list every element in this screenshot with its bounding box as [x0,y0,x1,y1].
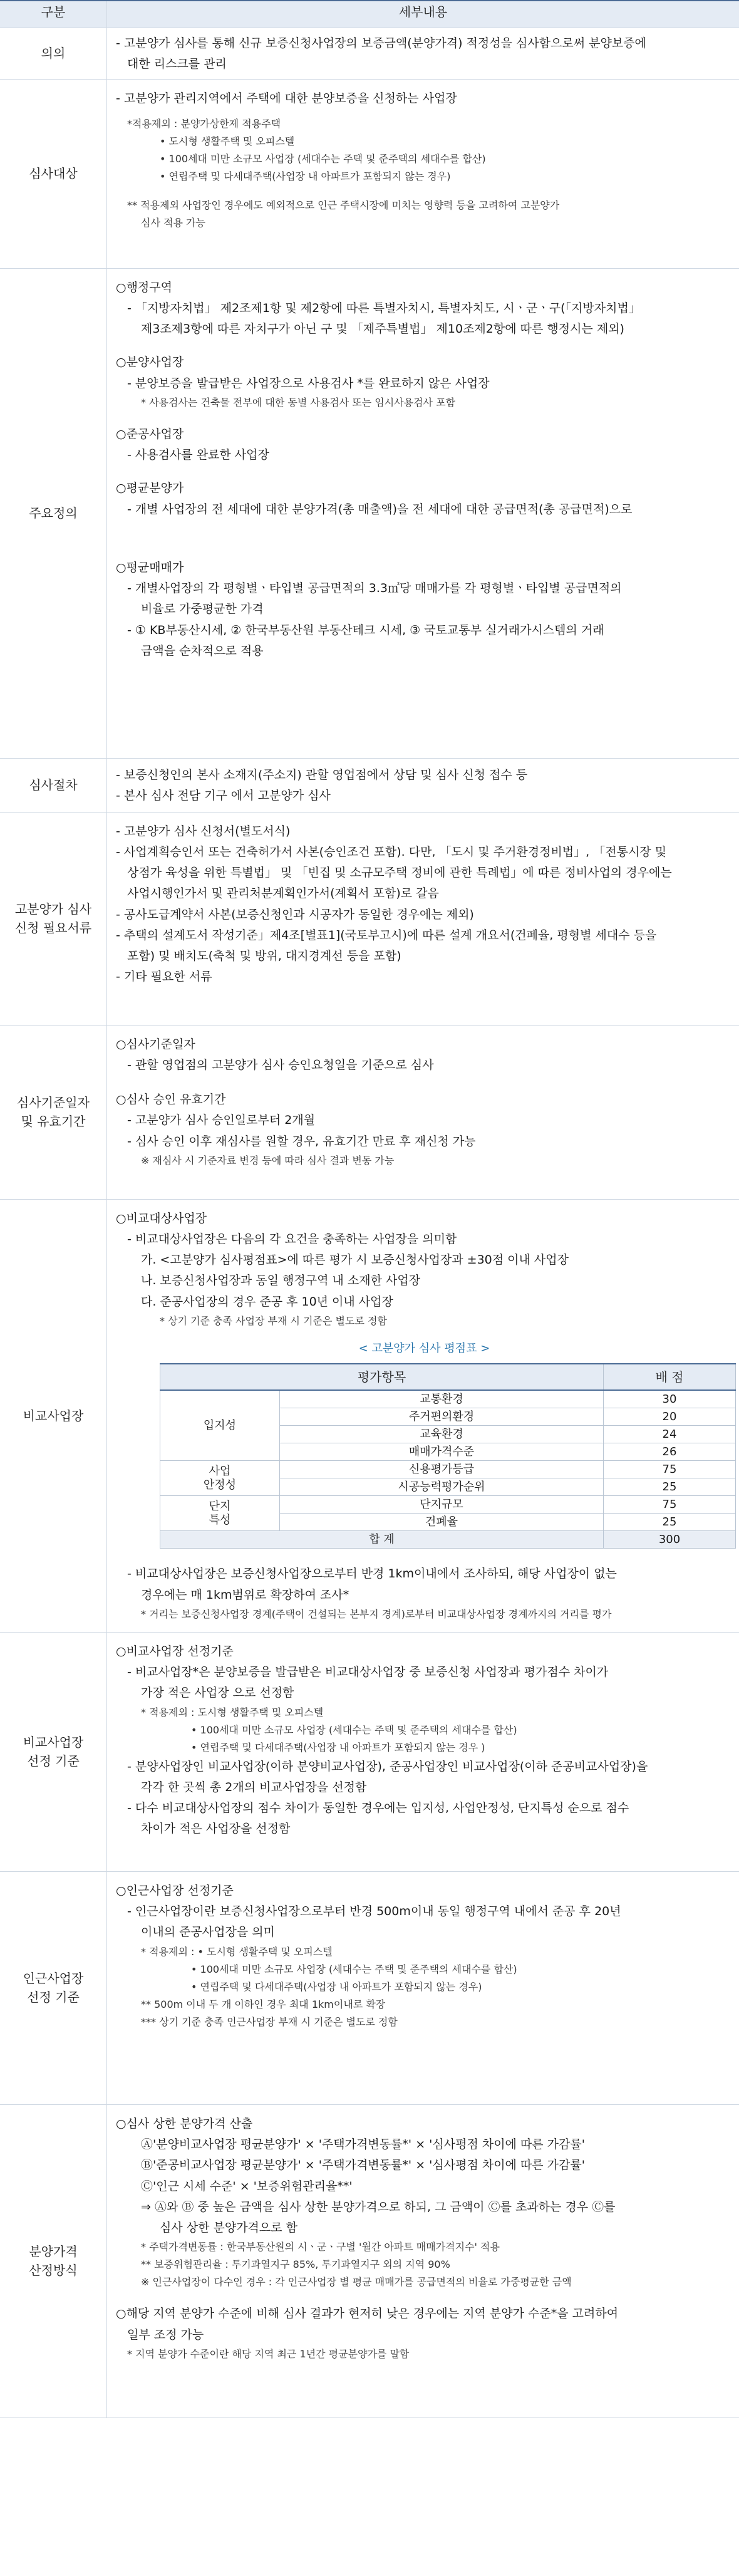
section-heading: ○준공사업장 [116,427,184,441]
row-label: 주요정의 [0,268,107,758]
score-value: 24 [604,1426,736,1443]
text-line: * 거리는 보증신청사업장 경계(주택이 건설되는 본부지 경계)로부터 비교대상사업장 경계까지의 거리를 평가 [141,1607,612,1620]
row-required-documents [0,812,739,1025]
text-line: 다. 준공사업장의 경우 준공 후 10년 이내 사업장 [141,1294,393,1309]
section-heading: ○비교대상사업장 [116,1211,207,1225]
section-heading: ○평균매매가 [116,560,184,574]
row-content [107,2104,739,2418]
row-content [107,1871,739,2104]
text-line: • 100세대 미만 소규모 사업장 (세대수는 주택 및 준주택의 세대수를 합산) [160,152,486,165]
text-line: - 본사 심사 전담 기구 에서 고분양가 심사 [116,788,331,802]
text-line: - ① KB부동산시세, ② 한국부동산원 부동산테크 시세, ③ 국토교통부 실거래가시스템의 거래 [127,623,604,637]
score-header-item: 평가항목 [160,1364,604,1390]
text-line: - 비교사업장*은 분양보증을 발급받은 비교대상사업장 중 보증신청 사업장과 평가점수 차이가 [127,1665,609,1679]
text-line: 대한 리스크를 관리 [127,57,227,71]
text-line: - 고분양가 관리지역에서 주택에 대한 분양보증을 신청하는 사업장 [116,91,457,105]
row-label [0,1871,107,2104]
text-line: 경우에는 매 1km범위로 확장하여 조사* [141,1587,349,1602]
text-line: ** 500m 이내 두 개 이하인 경우 최대 1km이내로 확장 [141,1998,386,2010]
text-line: 차이가 적은 사업장을 선정함 [141,1822,291,1836]
row-content [107,1632,739,1871]
score-row [160,1496,736,1514]
section-heading: ○인근사업장 선정기준 [116,1883,234,1898]
score-item: 시공능력평가순위 [280,1478,604,1496]
text-line: 일부 조정 가능 [127,2327,204,2342]
text-line: • 연립주택 및 다세대주택(사업장 내 아파트가 포함되지 않는 경우) [191,1980,482,1993]
text-line: - 분양사업장인 비교사업장(이하 분양비교사업장), 준공사업장인 비교사업장(이하 준공비교사업장)을 [127,1759,648,1774]
text-line: 심사 상한 분양가격으로 함 [160,2221,298,2235]
score-row [160,1461,736,1478]
score-value: 75 [604,1461,736,1478]
text-line: 나. 보증신청사업장과 동일 행정구역 내 소재한 사업장 [141,1274,421,1288]
text-line: - 사용검사를 완료한 사업장 [127,448,269,462]
text-line: * 사용검사는 건축물 전부에 대한 동별 사용검사 또는 임시사용검사 포함 [141,396,455,408]
score-value: 25 [604,1478,736,1496]
text-line: • 연립주택 및 다세대주택(사업장 내 아파트가 포함되지 않는 경우) [160,170,451,182]
score-value: 25 [604,1514,736,1531]
row-content [107,79,739,268]
text-line: Ⓑ'준공비교사업장 평균분양가' × '주택가격변동률*' × '심사평점 차이에 따른 가감률' [141,2158,585,2173]
text-line: * 적용제외 : • 도시형 생활주택 및 오피스텔 [141,1945,333,1958]
text-line: - 분양보증을 발급받은 사업장으로 사용검사 *를 완료하지 않은 사업장 [127,376,490,390]
text-line: Ⓐ'분양비교사업장 평균분양가' × '주택가격변동률*' × '심사평점 차이에 따른 가감률' [141,2137,585,2151]
row-screening-procedure [0,758,739,812]
text-line: 비율로 가중평균한 가격 [141,602,264,616]
row-label-text: 심사기준일자 및 유효기간 [17,1095,90,1129]
text-line: * 주택가격변동률 : 한국부동산원의 시ㆍ군ㆍ구별 '월간 아파트 매매가격지수' 적용 [141,2241,500,2253]
text-line: * 상기 기준 충족 사업장 부재 시 기준은 별도로 정함 [160,1314,387,1327]
text-line: - 관할 영업점의 고분양가 심사 승인요청일을 기준으로 심사 [127,1057,434,1072]
text-line: - 다수 비교대상사업장의 점수 차이가 동일한 경우에는 입지성, 사업안정성, 단지특성 순으로 점수 [127,1801,629,1815]
row-label [0,1632,107,1871]
score-header-points: 배 점 [604,1364,736,1390]
text-line: • 연립주택 및 다세대주택(사업장 내 아파트가 포함되지 않는 경우 ) [191,1741,485,1753]
text-line: • 100세대 미만 소규모 사업장 (세대수는 주택 및 준주택의 세대수를 합산) [191,1723,517,1736]
row-label: 심사대상 [0,79,107,268]
score-value: 75 [604,1496,736,1514]
score-item: 단지규모 [280,1496,604,1514]
text-line: - 비교대상사업장은 보증신청사업장으로부터 반경 1km이내에서 조사하되, 해당 사업장이 없는 [127,1567,617,1581]
text-line: 상점가 육성을 위한 특별법」 및 「빈집 및 소규모주택 정비에 관한 특례법」에 따른 정비사업의 경우에는 [127,866,672,880]
row-key-definitions [0,268,739,758]
header-details: 세부내용 [107,1,739,28]
section-heading: ○비교사업장 선정기준 [116,1644,234,1658]
text-line: * 지역 분양가 수준이란 해당 지역 최근 1년간 평균분양가를 말함 [127,2347,410,2360]
score-value: 30 [604,1390,736,1408]
score-item: 신용평가등급 [280,1461,604,1478]
text-line: - 「지방자치법」 제2조제1항 및 제2항에 따른 특별자치시, 특별자치도, 시ㆍ군ㆍ구(「지방자치법」 [127,301,641,315]
score-group: 입지성 [160,1390,280,1461]
text-line: 사업시행인가서 및 관리처분계획인가서(계획서 포함)로 갈음 [127,886,439,901]
section-heading: ○심사 승인 유효기간 [116,1093,226,1106]
text-line: 각각 한 곳씩 총 2개의 비교사업장을 선정함 [141,1780,367,1794]
text-line: 가. <고분양가 심사평점표>에 따른 평가 시 보증신청사업장과 ±30점 이내 사업장 [141,1253,569,1267]
row-content [107,1025,739,1199]
row-label [0,1025,107,1199]
text-line: * 적용제외 : 도시형 생활주택 및 오피스텔 [141,1706,324,1718]
text-line: - 추택의 설계도서 작성기준」제4조[별표1](국토부고시)에 따른 설계 개요서(건폐율, 평형별 세대수 등을 [116,928,657,942]
text-line: - 인근사업장이란 보증신청사업장으로부터 반경 500m이내 동일 행정구역 내에서 준공 후 20년 [127,1904,621,1918]
text-line: - 공사도급계약서 사본(보증신청인과 시공자가 동일한 경우에는 제외) [116,907,474,922]
score-table [160,1363,736,1549]
text-line: ※ 재심사 시 기준자료 변경 등에 따라 심사 결과 변동 가능 [141,1154,395,1166]
text-line: *** 상기 기준 충족 인근사업장 부재 시 기준은 별도로 정함 [141,2015,398,2028]
section-heading: ○심사 상한 분양가격 산출 [116,2116,253,2131]
section-heading: ○해당 지역 분양가 수준에 비해 심사 결과가 현저히 낮은 경우에는 지역 분양가 수준*을 고려하여 [116,2307,619,2321]
text-line: 가장 적은 사업장 으로 선정함 [141,1686,294,1700]
row-content [107,1199,739,1632]
row-label [0,2104,107,2418]
row-label: 심사절차 [0,758,107,812]
score-table-header [160,1364,736,1390]
text-line: - 개별사업장의 각 평형별ㆍ타입별 공급면적의 3.3㎡당 매매가를 각 평형별ㆍ타입별 공급면적의 [127,581,622,595]
table-header-row [0,1,739,28]
text-line: - 기타 필요한 서류 [116,970,212,984]
text-line: ** 보증위험관리율 : 투기과열지구 85%, 투기과열지구 외의 지역 90% [141,2258,450,2271]
row-nearby-selection [0,1871,739,2104]
score-item: 주거편의환경 [280,1408,604,1426]
score-total-label: 합 계 [160,1531,604,1549]
score-group: 단지 특성 [160,1496,280,1531]
section-heading: ○평균분양가 [116,481,184,496]
row-screening-target [0,79,739,268]
row-label: 비교사업장 [0,1199,107,1632]
text-line: *적용제외 : 분양가상한제 적용주택 [127,117,281,130]
text-line: - 고분양가 심사를 통해 신규 보증신청사업장의 보증금액(분양가격) 적정성을 심사함으로써 분양보증에 [116,36,646,50]
row-significance [0,28,739,80]
text-line: - 개별 사업장의 전 세대에 대한 분양가격(총 매출액)을 전 세대에 대한 공급면적(총 공급면적)으로 [127,502,633,516]
score-item: 교통환경 [280,1390,604,1408]
section-heading: ○심사기준일자 [116,1037,195,1051]
row-label-text: 비교사업장 선정 기준 [23,1735,84,1769]
row-content [107,812,739,1025]
score-item: 매매가격수준 [280,1443,604,1461]
score-value: 26 [604,1443,736,1461]
row-label-text: 고분양가 심사 신청 필요서류 [14,901,92,935]
score-group: 사업 안정성 [160,1461,280,1496]
row-price-calculation [0,2104,739,2418]
score-total-value: 300 [604,1531,736,1549]
text-line: ⇒ Ⓐ와 Ⓑ 중 높은 금액을 심사 상한 분양가격으로 하되, 그 금액이 Ⓒ를 초과하는 경우 Ⓒ를 [141,2199,616,2214]
text-line: - 비교대상사업장은 다음의 각 요건을 충족하는 사업장을 의미함 [127,1232,457,1246]
text-line: 금액을 순차적으로 적용 [141,643,264,658]
text-line: ** 적용제외 사업장인 경우에도 예외적으로 인근 주택시장에 미치는 영향력 등을 고려하여 고분양가 [127,199,560,211]
text-line: 심사 적용 가능 [141,216,205,229]
header-category: 구분 [0,1,107,28]
row-content [107,268,739,758]
text-line: - 사업계획승인서 또는 건축허가서 사본(승인조건 포함). 다만, 「도시 및 주거환경정비법」, 「전통시장 및 [116,844,667,859]
text-line: 이내의 준공사업장을 의미 [141,1925,275,1940]
text-line: ※ 인근사업장이 다수인 경우 : 각 인근사업장 별 평균 매매가를 공급면적의 비율로 가중평균한 금액 [141,2276,572,2288]
section-heading: ○행정구역 [116,280,172,294]
score-item: 교육환경 [280,1426,604,1443]
section-heading: ○분양사업장 [116,355,184,370]
score-total-row [160,1531,736,1549]
text-line: - 심사 승인 이후 재심사를 원할 경우, 유효기간 만료 후 재신청 가능 [127,1134,476,1148]
score-row [160,1390,736,1408]
row-label: 의의 [0,28,107,80]
score-item: 건폐율 [280,1514,604,1531]
text-line: Ⓒ'인근 시세 수준' × '보증위험관리율**' [141,2179,353,2193]
text-line: • 도시형 생활주택 및 오피스텔 [160,135,295,147]
score-table-caption: < 고분양가 심사 평점표 > [358,1341,490,1355]
score-value: 20 [604,1408,736,1426]
row-label-text: 인근사업장 선정 기준 [23,1971,84,2005]
text-line: - 보증신청인의 본사 소재지(주소지) 관할 영업점에서 상담 및 심사 신청 접수 등 [116,767,528,782]
row-comparison-selection [0,1632,739,1871]
text-line: 포함) 및 배치도(축척 및 방위, 대지경계선 등을 포함) [127,949,401,963]
text-line: - 고분양가 심사 신청서(별도서식) [116,824,291,838]
row-label-text: 분양가격 산정방식 [29,2244,78,2278]
row-comparison-sites [0,1199,739,1632]
text-line: - 고분양가 심사 승인일로부터 2개월 [127,1113,316,1128]
row-content [107,758,739,812]
row-content [107,28,739,80]
row-base-date-validity [0,1025,739,1199]
text-line: • 100세대 미만 소규모 사업장 (세대수는 주택 및 준주택의 세대수를 합산) [191,1963,517,1975]
text-line: 제3조제3항에 따른 자치구가 아닌 구 및 「제주특별법」 제10조제2항에 따른 행정시는 제외) [141,322,624,336]
row-label [0,812,107,1025]
